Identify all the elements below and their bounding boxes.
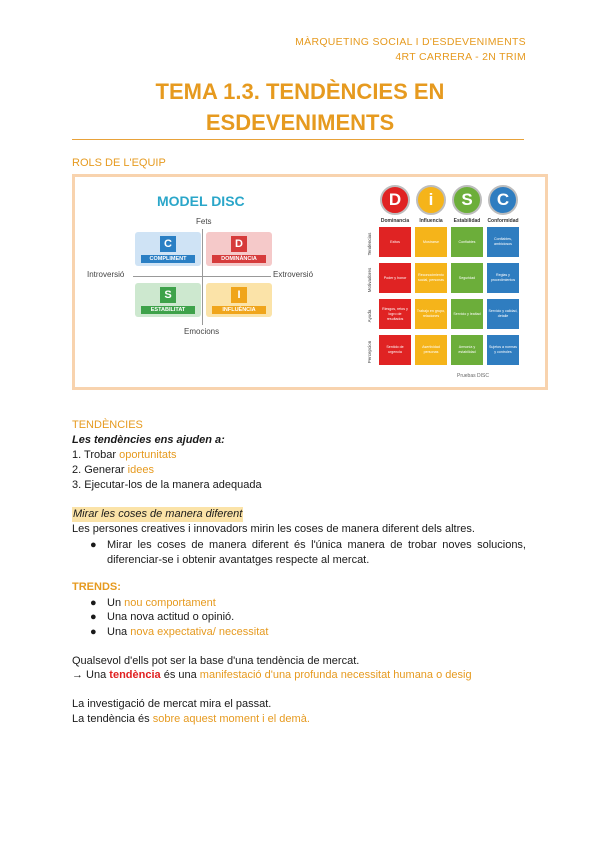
- disc-grid-cell: Sujetos a normas y controles: [487, 335, 519, 365]
- disc-grid-caption: Pruebas DISC: [457, 373, 489, 379]
- trends-heading: TRENDS:: [72, 581, 121, 593]
- disc-grid-cell: Exitos: [379, 227, 411, 257]
- quadrant-s: [135, 283, 201, 317]
- item-highlight: idees: [127, 464, 154, 476]
- quadrant-letter: S: [160, 287, 176, 303]
- disc-grid-cell: Trabajo en grupo, relaciones: [415, 299, 447, 329]
- disc-circle-d: D: [380, 185, 410, 215]
- def-keyword: tendència: [109, 669, 161, 681]
- quadrant-label: ESTABILITAT: [141, 306, 195, 314]
- disc-grid-cell: Confiables, ambiciosos: [487, 227, 519, 257]
- item-text: Un: [107, 597, 125, 609]
- note-text: La tendència és: [72, 713, 153, 725]
- research-note: La investigació de mercat mira el passat.: [72, 698, 272, 710]
- tendency-item-3: [72, 478, 262, 493]
- disc-grid-cell: Seguridad: [451, 263, 483, 293]
- roles-section-heading: ROLS DE L'EQUIP: [72, 157, 166, 169]
- item-text: Una: [107, 626, 131, 638]
- tendencies-subheading: Mirar les coses de manera diferent: [73, 508, 243, 520]
- page-title-line1: TEMA 1.3. TENDÈNCIES EN: [155, 79, 445, 104]
- quadrant-label: COMPLIMENT: [141, 255, 195, 263]
- trend-item-3: [107, 625, 268, 640]
- course-name: MÀRQUETING SOCIAL I D'ESDEVENIMENTS: [295, 36, 526, 48]
- term-label: 4RT CARRERA - 2N TRIM: [395, 51, 526, 63]
- note-highlight: sobre aquest moment i el demà.: [152, 713, 310, 725]
- quadrant-i: [206, 283, 272, 317]
- item-highlight: oportunitats: [119, 449, 177, 461]
- bullet-dot: ●: [90, 626, 97, 638]
- disc-grid-cell: Poder y honor: [379, 263, 411, 293]
- tendencies-paragraph: Les persones creatives i innovadors mirin les coses de manera diferent dels altres.: [72, 523, 475, 535]
- def-highlight: manifestació d'una profunda necessitat humana o desig: [199, 669, 472, 681]
- axis-top-label: Fets: [196, 217, 212, 226]
- disc-circle-i: i: [416, 185, 446, 215]
- item-text: 1. Trobar: [72, 449, 120, 461]
- trends-base: Qualsevol d'ells pot ser la base d'una tendència de mercat.: [72, 655, 360, 667]
- quadrant-letter: D: [231, 236, 247, 252]
- item-text: 2. Generar: [72, 464, 128, 476]
- disc-row-header: Motivadores: [367, 267, 372, 293]
- def-middle: és una: [160, 669, 200, 681]
- bullet-dot: ●: [90, 539, 97, 551]
- item-text: 3. Ejecutar-los de la manera adequada: [72, 479, 262, 491]
- disc-grid-cell: Reconocimiento social, personas: [415, 263, 447, 293]
- tendency-item-2: [72, 463, 154, 478]
- disc-grid-cell: Armonía y estabilidad: [451, 335, 483, 365]
- disc-row-header: Ayuda: [367, 309, 372, 323]
- trend-item-1: [107, 596, 216, 611]
- axis-right-label: Extroversió: [273, 270, 314, 279]
- item-highlight: nou comportament: [124, 597, 216, 609]
- quadrant-letter: C: [160, 236, 176, 252]
- disc-grid-cell: Mostrarse: [415, 227, 447, 257]
- tendency-note: [72, 712, 310, 727]
- disc-grid-cell: Servicio y lealtad: [451, 299, 483, 329]
- quadrant-c: [135, 232, 201, 266]
- page-title-line2: ESDEVENIMENTS: [205, 110, 395, 135]
- tendency-definition: [72, 668, 472, 683]
- disc-column-header: Influencia: [419, 218, 443, 224]
- disc-circle-c: C: [488, 185, 518, 215]
- disc-grid-cell: Servicio y calidad, detalle: [487, 299, 519, 329]
- disc-circle-s: S: [452, 185, 482, 215]
- disc-figure: [72, 174, 548, 390]
- disc-column-header: Conformidad: [487, 218, 519, 224]
- disc-grid-cell: Confiables: [451, 227, 483, 257]
- disc-grid: [365, 185, 541, 381]
- bullet-dot: ●: [90, 597, 97, 609]
- tendencies-bullet: Mirar les coses de manera diferent és l'única manera de trobar noves solucions, diferenciar-se i obtenir avantatges respecte al mercat.: [107, 539, 526, 566]
- disc-model-title: MODEL DISC: [157, 193, 245, 209]
- disc-grid-cell: Asertividad personas: [415, 335, 447, 365]
- quadrant-d: [206, 232, 272, 266]
- disc-row-header: Percepcion: [367, 340, 372, 364]
- tendencies-heading: TENDÈNCIES: [72, 419, 143, 431]
- disc-grid-cell: Riesgos, retos y logro de resultados: [379, 299, 411, 329]
- def-prefix: → Una: [72, 669, 110, 681]
- quadrant-letter: I: [231, 287, 247, 303]
- disc-row-header: Tendencias: [367, 232, 372, 256]
- disc-grid-cell: Sentido de urgencia: [379, 335, 411, 365]
- axis-bottom-label: Emocions: [184, 327, 220, 336]
- trend-item-2: [107, 610, 234, 625]
- vertical-axis: [202, 229, 203, 325]
- quadrant-label: INFLUÈNCIA: [212, 306, 266, 314]
- disc-column-header: Estabilidad: [453, 218, 481, 224]
- bullet-dot: ●: [90, 611, 97, 623]
- quadrant-label: DOMINÀNCIA: [212, 255, 266, 263]
- tendency-item-1: [72, 448, 177, 463]
- axis-left-label: Introversió: [87, 270, 125, 279]
- disc-grid-cell: Reglas y procedimientos: [487, 263, 519, 293]
- title-divider: [72, 139, 524, 140]
- disc-column-header: Dominancia: [380, 218, 410, 224]
- item-highlight: nova expectativa/ necessitat: [130, 626, 269, 638]
- item-text: Una nova actitud o opinió.: [107, 611, 235, 623]
- tendencies-intro: Les tendències ens ajuden a:: [72, 434, 225, 446]
